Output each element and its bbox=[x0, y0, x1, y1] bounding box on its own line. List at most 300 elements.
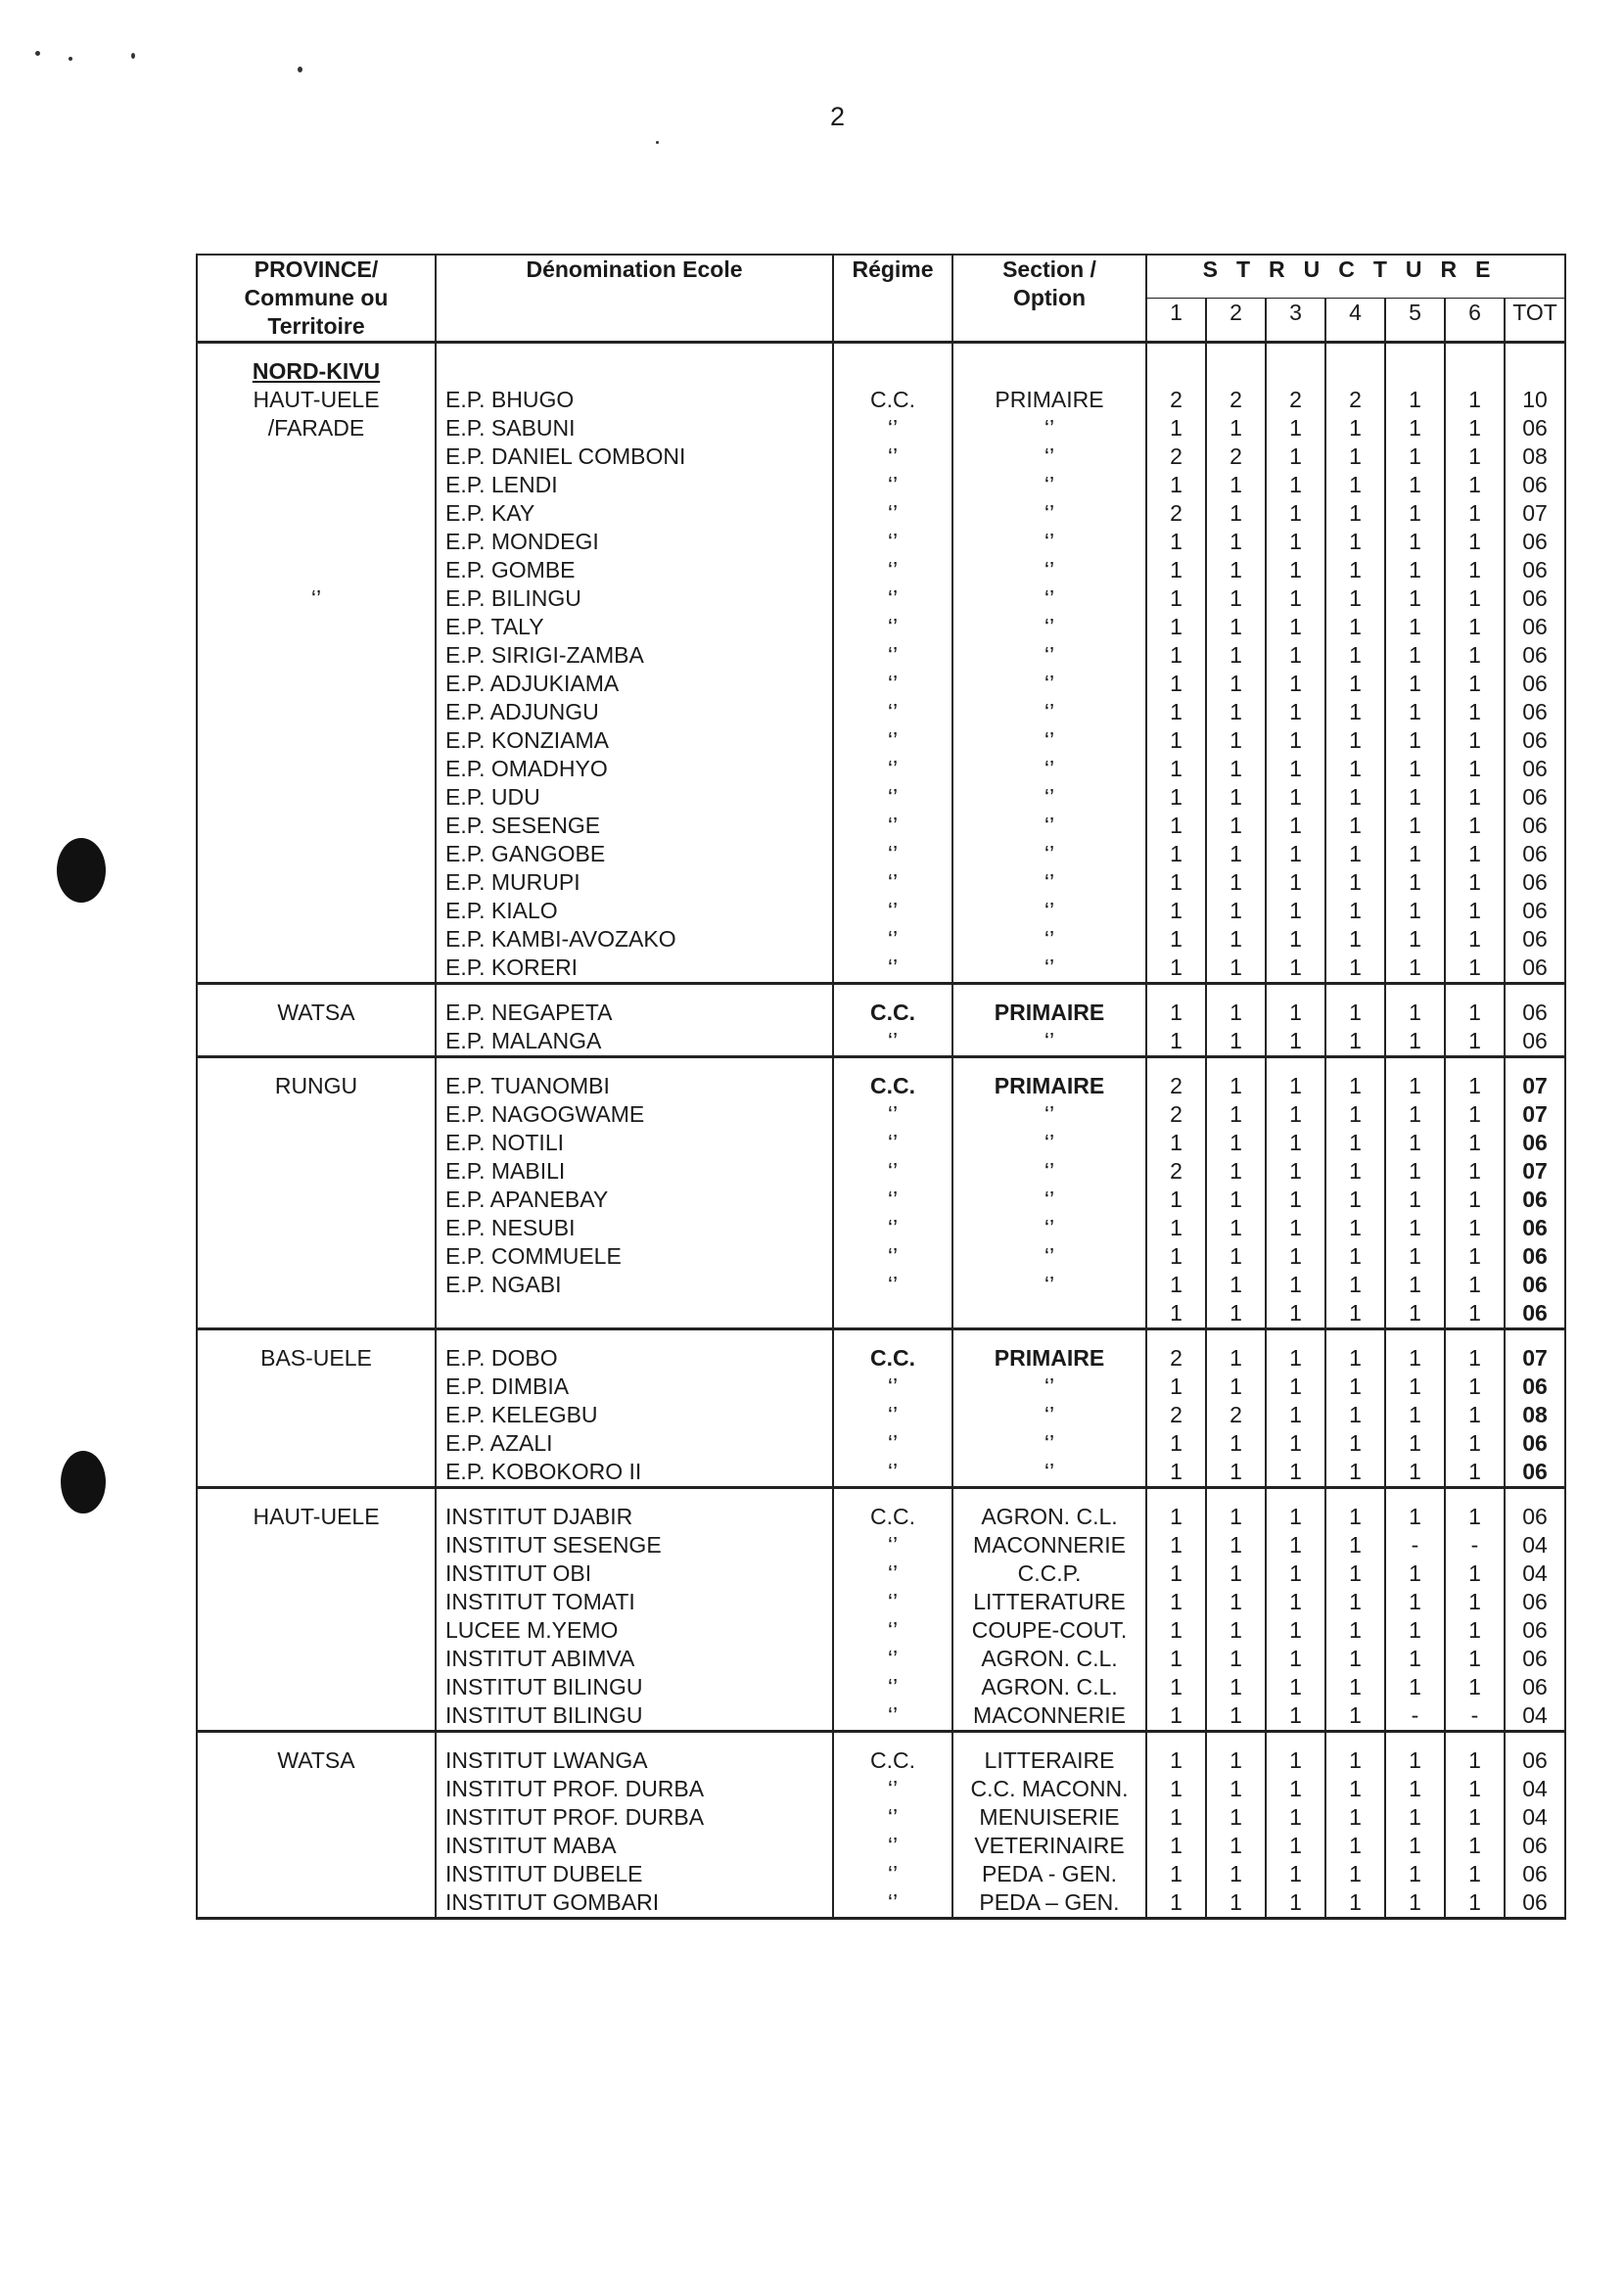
structure-count: 1 bbox=[1230, 1702, 1242, 1728]
regime: ‘’ bbox=[887, 1589, 899, 1614]
structure-count: 1 bbox=[1468, 1804, 1481, 1830]
structure-count: 1 bbox=[1170, 1215, 1183, 1240]
structure-col-cell bbox=[1206, 343, 1266, 984]
structure-count: 1 bbox=[1289, 415, 1302, 441]
structure-col-cell bbox=[1385, 984, 1445, 1057]
structure-count: 1 bbox=[1289, 1702, 1302, 1728]
school-name: E.P. APANEBAY bbox=[445, 1187, 609, 1212]
province-cell bbox=[197, 1488, 436, 1732]
structure-count: 1 bbox=[1409, 1889, 1421, 1915]
province-ditto bbox=[198, 499, 435, 528]
header-section-line: Section / bbox=[1002, 256, 1096, 282]
structure-col-cell bbox=[1445, 1329, 1505, 1488]
section-option: ‘’ bbox=[1044, 1430, 1055, 1456]
structure-count: 1 bbox=[1289, 1215, 1302, 1240]
structure-col-cell bbox=[1385, 1057, 1445, 1329]
structure-count: 1 bbox=[1468, 898, 1481, 923]
structure-count: 1 bbox=[1468, 869, 1481, 895]
section-option-cell bbox=[952, 1057, 1146, 1329]
province-label: HAUT-UELE bbox=[253, 1504, 380, 1529]
province-ditto bbox=[198, 670, 435, 698]
structure-col-cell bbox=[1266, 1732, 1325, 1919]
structure-count: 1 bbox=[1230, 727, 1242, 753]
structure-count: 1 bbox=[1349, 1373, 1362, 1399]
structure-col-cell bbox=[1385, 1329, 1445, 1488]
structure-count: 1 bbox=[1230, 1804, 1242, 1830]
structure-count: 1 bbox=[1349, 813, 1362, 838]
structure-total: 06 bbox=[1522, 529, 1548, 554]
section-option-cell bbox=[952, 1329, 1146, 1488]
school-name-cell bbox=[436, 1329, 833, 1488]
structure-count: 2 bbox=[1349, 387, 1362, 412]
structure-count: 1 bbox=[1409, 1243, 1421, 1269]
structure-count: 1 bbox=[1230, 1130, 1242, 1155]
structure-count: 1 bbox=[1170, 1804, 1183, 1830]
section-option: AGRON. C.L. bbox=[981, 1646, 1118, 1671]
school-name-cell bbox=[436, 1488, 833, 1732]
structure-count: 2 bbox=[1170, 1402, 1183, 1427]
structure-count: 1 bbox=[1170, 1747, 1183, 1773]
regime: ‘’ bbox=[887, 926, 899, 952]
structure-total: 06 bbox=[1522, 869, 1548, 895]
structure-count: 1 bbox=[1468, 1889, 1481, 1915]
structure-count: 1 bbox=[1289, 1130, 1302, 1155]
structure-total: 06 bbox=[1522, 1674, 1548, 1699]
structure-col-cell bbox=[1206, 1488, 1266, 1732]
structure-total: 06 bbox=[1522, 1028, 1548, 1053]
section-option: ‘’ bbox=[1044, 954, 1055, 980]
structure-count: 1 bbox=[1468, 1373, 1481, 1399]
section-option: ‘’ bbox=[1044, 1028, 1055, 1053]
structure-total: 07 bbox=[1522, 500, 1548, 526]
structure-count: 1 bbox=[1170, 472, 1183, 497]
structure-col-cell bbox=[1266, 343, 1325, 984]
structure-tot-cell bbox=[1505, 343, 1565, 984]
section-option: ‘’ bbox=[1044, 1373, 1055, 1399]
regime: ‘’ bbox=[887, 1702, 899, 1728]
school-name: INSTITUT DJABIR bbox=[445, 1504, 633, 1529]
structure-count: 1 bbox=[1230, 1272, 1242, 1297]
section-option: ‘’ bbox=[1044, 614, 1055, 639]
header-col-tot: TOT bbox=[1505, 298, 1565, 342]
structure-count: 1 bbox=[1468, 1101, 1481, 1127]
structure-total: 06 bbox=[1522, 1000, 1548, 1025]
structure-count: 1 bbox=[1289, 529, 1302, 554]
school-name: E.P. MURUPI bbox=[445, 869, 580, 895]
school-name: E.P. MABILI bbox=[445, 1158, 566, 1184]
structure-count: 1 bbox=[1349, 727, 1362, 753]
structure-col-cell bbox=[1206, 984, 1266, 1057]
structure-count: 1 bbox=[1170, 1130, 1183, 1155]
structure-count: 1 bbox=[1289, 1459, 1302, 1484]
structure-count: 1 bbox=[1349, 671, 1362, 696]
section-option bbox=[953, 1299, 1145, 1327]
school-name: E.P. KONZIAMA bbox=[445, 727, 610, 753]
structure-count: 1 bbox=[1170, 1776, 1183, 1801]
school-name: INSTITUT DUBELE bbox=[445, 1861, 643, 1886]
structure-count: 1 bbox=[1289, 1589, 1302, 1614]
regime: ‘’ bbox=[887, 614, 899, 639]
structure-count: 1 bbox=[1170, 1000, 1183, 1025]
section-option: LITTERAIRE bbox=[984, 1747, 1115, 1773]
structure-count: 1 bbox=[1170, 1833, 1183, 1858]
structure-total: 06 bbox=[1522, 1459, 1548, 1484]
structure-count: 1 bbox=[1409, 529, 1421, 554]
regime: ‘’ bbox=[887, 1158, 899, 1184]
structure-total: 06 bbox=[1522, 1617, 1548, 1643]
regime-cell bbox=[833, 1732, 952, 1919]
structure-total: 06 bbox=[1522, 1187, 1548, 1212]
section-option: ‘’ bbox=[1044, 1272, 1055, 1297]
structure-count: 1 bbox=[1170, 727, 1183, 753]
structure-count: 1 bbox=[1349, 1101, 1362, 1127]
blank-line bbox=[1506, 357, 1564, 386]
structure-count: 1 bbox=[1170, 1702, 1183, 1728]
regime: ‘’ bbox=[887, 1028, 899, 1053]
province-label: WATSA bbox=[277, 1000, 355, 1025]
structure-count: 1 bbox=[1230, 1589, 1242, 1614]
structure-count: 1 bbox=[1230, 1373, 1242, 1399]
section-option: PRIMAIRE bbox=[994, 1345, 1105, 1371]
structure-count: 1 bbox=[1468, 954, 1481, 980]
structure-count: 1 bbox=[1468, 1833, 1481, 1858]
blank-line bbox=[1147, 357, 1205, 386]
structure-count: 1 bbox=[1289, 1532, 1302, 1558]
school-name-cell bbox=[436, 1732, 833, 1919]
school-name: E.P. BHUGO bbox=[445, 387, 575, 412]
structure-count: 1 bbox=[1349, 1187, 1362, 1212]
structure-count: 1 bbox=[1230, 415, 1242, 441]
structure-count: 1 bbox=[1468, 756, 1481, 781]
structure-count: 1 bbox=[1230, 841, 1242, 866]
structure-total: 08 bbox=[1522, 443, 1548, 469]
structure-count: 1 bbox=[1289, 699, 1302, 724]
structure-count: 1 bbox=[1409, 1776, 1421, 1801]
province-ditto bbox=[198, 698, 435, 726]
structure-count: 1 bbox=[1230, 1833, 1242, 1858]
structure-count: 1 bbox=[1409, 1804, 1421, 1830]
province-group bbox=[197, 1732, 1565, 1919]
structure-count: 1 bbox=[1230, 1158, 1242, 1184]
province-ditto bbox=[198, 925, 435, 954]
province-ditto bbox=[198, 868, 435, 897]
regime: ‘’ bbox=[887, 1430, 899, 1456]
province-ditto bbox=[198, 812, 435, 840]
section-option: PRIMAIRE bbox=[995, 387, 1104, 412]
school-name-cell bbox=[436, 1057, 833, 1329]
structure-count: 1 bbox=[1349, 841, 1362, 866]
structure-count: 1 bbox=[1230, 1101, 1242, 1127]
structure-count: 1 bbox=[1409, 671, 1421, 696]
structure-col-cell bbox=[1445, 1057, 1505, 1329]
province-group bbox=[197, 984, 1565, 1057]
section-option-cell bbox=[952, 984, 1146, 1057]
structure-count: 1 bbox=[1349, 784, 1362, 810]
structure-count: 1 bbox=[1230, 1215, 1242, 1240]
structure-count: 1 bbox=[1349, 1215, 1362, 1240]
regime: ‘’ bbox=[887, 869, 899, 895]
school-name: E.P. UDU bbox=[445, 784, 540, 810]
structure-count: 1 bbox=[1468, 1776, 1481, 1801]
structure-count: 1 bbox=[1409, 387, 1421, 412]
structure-count: 1 bbox=[1409, 1187, 1421, 1212]
structure-count: 1 bbox=[1230, 1187, 1242, 1212]
structure-total: 06 bbox=[1522, 756, 1548, 781]
school-name: E.P. NOTILI bbox=[445, 1130, 565, 1155]
regime: ‘’ bbox=[887, 500, 899, 526]
structure-col-cell bbox=[1146, 1329, 1206, 1488]
structure-col-cell bbox=[1206, 1732, 1266, 1919]
structure-count: 1 bbox=[1170, 1674, 1183, 1699]
structure-count: 1 bbox=[1170, 1243, 1183, 1269]
regime-cell bbox=[833, 1057, 952, 1329]
structure-total: 06 bbox=[1522, 557, 1548, 582]
structure-count: 1 bbox=[1349, 1833, 1362, 1858]
scan-speck bbox=[69, 57, 72, 61]
structure-col-cell bbox=[1146, 984, 1206, 1057]
structure-col-cell bbox=[1266, 1329, 1325, 1488]
structure-count: 1 bbox=[1349, 1861, 1362, 1886]
regime: ‘’ bbox=[887, 671, 899, 696]
structure-count: 1 bbox=[1170, 1646, 1183, 1671]
structure-count: 1 bbox=[1349, 1532, 1362, 1558]
structure-count: 1 bbox=[1230, 954, 1242, 980]
structure-col-cell bbox=[1445, 1488, 1505, 1732]
blank-line bbox=[953, 357, 1145, 386]
section-option: ‘’ bbox=[1044, 1215, 1055, 1240]
structure-count: 1 bbox=[1289, 585, 1302, 611]
structure-count: 1 bbox=[1349, 1674, 1362, 1699]
structure-count: 1 bbox=[1170, 784, 1183, 810]
school-name: E.P. ADJUKIAMA bbox=[445, 671, 620, 696]
structure-count: 1 bbox=[1409, 1215, 1421, 1240]
structure-count: 1 bbox=[1409, 784, 1421, 810]
regime: ‘’ bbox=[887, 1402, 899, 1427]
structure-count: 1 bbox=[1289, 1861, 1302, 1886]
regime: ‘’ bbox=[887, 1646, 899, 1671]
table-row bbox=[197, 1488, 1565, 1732]
structure-count: 1 bbox=[1409, 1747, 1421, 1773]
structure-col-cell bbox=[1385, 1732, 1445, 1919]
structure-count: 1 bbox=[1230, 1776, 1242, 1801]
header-col-6: 6 bbox=[1445, 298, 1505, 342]
structure-count: 2 bbox=[1289, 387, 1302, 412]
school-name: INSTITUT LWANGA bbox=[445, 1747, 648, 1773]
structure-count: 1 bbox=[1468, 1617, 1481, 1643]
school-name: E.P. OMADHYO bbox=[445, 756, 608, 781]
province-ditto bbox=[198, 641, 435, 670]
structure-count: 1 bbox=[1289, 1402, 1302, 1427]
header-province-line: PROVINCE/ bbox=[254, 256, 379, 282]
structure-count: 1 bbox=[1349, 642, 1362, 668]
structure-col-cell bbox=[1266, 984, 1325, 1057]
structure-col-cell bbox=[1325, 1488, 1385, 1732]
structure-count: 1 bbox=[1289, 1000, 1302, 1025]
province-group bbox=[197, 1329, 1565, 1488]
structure-count: 1 bbox=[1230, 813, 1242, 838]
school-name: E.P. DIMBIA bbox=[445, 1373, 570, 1399]
section-option: ‘’ bbox=[1044, 869, 1055, 895]
structure-total: 06 bbox=[1522, 1130, 1548, 1155]
header-col-5: 5 bbox=[1385, 298, 1445, 342]
header-col-2: 2 bbox=[1206, 298, 1266, 342]
structure-count: 1 bbox=[1289, 1373, 1302, 1399]
structure-count: 1 bbox=[1230, 1532, 1242, 1558]
structure-count: 1 bbox=[1468, 1504, 1481, 1529]
regime: ‘’ bbox=[887, 529, 899, 554]
structure-count: 1 bbox=[1468, 1402, 1481, 1427]
section-option: ‘’ bbox=[1044, 500, 1055, 526]
school-name: INSTITUT BILINGU bbox=[445, 1674, 643, 1699]
structure-total: 06 bbox=[1522, 1430, 1548, 1456]
structure-count: 1 bbox=[1409, 898, 1421, 923]
school-name: E.P. DANIEL COMBONI bbox=[445, 443, 686, 469]
school-name: E.P. DOBO bbox=[445, 1345, 558, 1371]
structure-count: 1 bbox=[1289, 1889, 1302, 1915]
structure-count: 2 bbox=[1170, 1345, 1183, 1371]
structure-count: 1 bbox=[1230, 784, 1242, 810]
structure-count: 1 bbox=[1349, 1646, 1362, 1671]
province-cell bbox=[197, 1732, 436, 1919]
structure-count: 1 bbox=[1170, 1589, 1183, 1614]
section-option: ‘’ bbox=[1044, 585, 1055, 611]
structure-count: 1 bbox=[1468, 387, 1481, 412]
section-option: MACONNERIE bbox=[973, 1702, 1126, 1728]
school-name: INSTITUT TOMATI bbox=[445, 1589, 635, 1614]
structure-col-cell bbox=[1385, 343, 1445, 984]
structure-count: 1 bbox=[1409, 642, 1421, 668]
structure-count: 1 bbox=[1468, 1028, 1481, 1053]
regime: ‘’ bbox=[887, 585, 899, 611]
structure-count: 1 bbox=[1409, 1073, 1421, 1098]
province-ditto bbox=[198, 726, 435, 755]
school-name-cell bbox=[436, 984, 833, 1057]
structure-col-cell bbox=[1445, 343, 1505, 984]
blank-line bbox=[1326, 357, 1384, 386]
structure-count: 1 bbox=[1468, 1158, 1481, 1184]
province-label: RUNGU bbox=[274, 1073, 358, 1098]
structure-count: 1 bbox=[1170, 1459, 1183, 1484]
regime: ‘’ bbox=[887, 415, 899, 441]
school-name: E.P. LENDI bbox=[445, 472, 558, 497]
structure-count: 1 bbox=[1349, 1073, 1362, 1098]
section-option: C.C.P. bbox=[1017, 1560, 1082, 1586]
structure-count: 1 bbox=[1230, 1243, 1242, 1269]
structure-count: 1 bbox=[1409, 926, 1421, 952]
header-province-line: Territoire bbox=[267, 313, 365, 339]
structure-count: 1 bbox=[1170, 841, 1183, 866]
school-name: E.P. KELEGBU bbox=[445, 1402, 598, 1427]
regime: ‘’ bbox=[887, 727, 899, 753]
structure-col-cell bbox=[1325, 1057, 1385, 1329]
regime: ‘’ bbox=[887, 1373, 899, 1399]
province-ditto bbox=[198, 471, 435, 499]
structure-count: 1 bbox=[1170, 1617, 1183, 1643]
scan-speck bbox=[35, 51, 40, 56]
structure-count: 1 bbox=[1409, 1300, 1421, 1326]
section-option: ‘’ bbox=[1044, 1402, 1055, 1427]
section-option: ‘’ bbox=[1044, 1130, 1055, 1155]
structure-total: 06 bbox=[1522, 898, 1548, 923]
structure-count: 1 bbox=[1349, 1776, 1362, 1801]
structure-count: 1 bbox=[1468, 1459, 1481, 1484]
structure-count: 1 bbox=[1170, 671, 1183, 696]
structure-count: 1 bbox=[1468, 614, 1481, 639]
province-cell bbox=[197, 1057, 436, 1329]
province-ditto bbox=[198, 840, 435, 868]
structure-count: 1 bbox=[1349, 1459, 1362, 1484]
structure-count: 1 bbox=[1170, 1889, 1183, 1915]
structure-count: 1 bbox=[1349, 472, 1362, 497]
structure-count: 1 bbox=[1349, 1889, 1362, 1915]
structure-count: 2 bbox=[1170, 387, 1183, 412]
structure-total: 04 bbox=[1522, 1532, 1548, 1558]
structure-col-cell bbox=[1325, 1329, 1385, 1488]
structure-count: 2 bbox=[1170, 1158, 1183, 1184]
regime: ‘’ bbox=[887, 1560, 899, 1586]
structure-col-cell bbox=[1445, 984, 1505, 1057]
province-group bbox=[197, 1057, 1565, 1329]
structure-count: 1 bbox=[1468, 443, 1481, 469]
section-option: PEDA – GEN. bbox=[979, 1889, 1120, 1915]
structure-count: 1 bbox=[1289, 1345, 1302, 1371]
school-name: E.P. TALY bbox=[445, 614, 544, 639]
regime: ‘’ bbox=[887, 1804, 899, 1830]
structure-count: 1 bbox=[1409, 756, 1421, 781]
structure-count: 1 bbox=[1409, 585, 1421, 611]
structure-count: 1 bbox=[1230, 1073, 1242, 1098]
structure-count: 1 bbox=[1409, 1589, 1421, 1614]
section-option: ‘’ bbox=[1044, 443, 1055, 469]
structure-count: 1 bbox=[1349, 443, 1362, 469]
regime: ‘’ bbox=[887, 1617, 899, 1643]
structure-count: 1 bbox=[1468, 500, 1481, 526]
regime: C.C. bbox=[870, 387, 915, 412]
school-name: E.P. NEGAPETA bbox=[445, 1000, 613, 1025]
structure-total: 04 bbox=[1522, 1560, 1548, 1586]
structure-count: 1 bbox=[1289, 869, 1302, 895]
regime: ‘’ bbox=[887, 642, 899, 668]
province-ditto: ‘’ bbox=[310, 585, 322, 611]
regime: ‘’ bbox=[887, 699, 899, 724]
scan-speck bbox=[656, 141, 659, 144]
structure-count: 1 bbox=[1170, 614, 1183, 639]
structure-count: 1 bbox=[1468, 1646, 1481, 1671]
school-name: E.P. KOBOKORO II bbox=[445, 1459, 642, 1484]
structure-count: 1 bbox=[1409, 1674, 1421, 1699]
school-name: INSTITUT PROF. DURBA bbox=[445, 1776, 705, 1801]
blank-line bbox=[834, 357, 951, 386]
structure-count: 1 bbox=[1468, 585, 1481, 611]
structure-count: 1 bbox=[1349, 1747, 1362, 1773]
regime: C.C. bbox=[870, 1747, 915, 1773]
structure-count: 1 bbox=[1230, 1459, 1242, 1484]
structure-count: - bbox=[1470, 1532, 1479, 1558]
structure-count: 1 bbox=[1349, 1130, 1362, 1155]
structure-tot-cell bbox=[1505, 1488, 1565, 1732]
structure-count: 1 bbox=[1409, 443, 1421, 469]
structure-total: 07 bbox=[1522, 1345, 1548, 1371]
structure-count: 1 bbox=[1409, 841, 1421, 866]
regime: ‘’ bbox=[887, 443, 899, 469]
structure-count: 1 bbox=[1170, 415, 1183, 441]
structure-col-cell bbox=[1385, 1488, 1445, 1732]
structure-count: 1 bbox=[1289, 1833, 1302, 1858]
structure-count: 2 bbox=[1230, 443, 1242, 469]
regime: ‘’ bbox=[887, 841, 899, 866]
structure-count: 1 bbox=[1230, 1560, 1242, 1586]
province-ditto bbox=[198, 442, 435, 471]
